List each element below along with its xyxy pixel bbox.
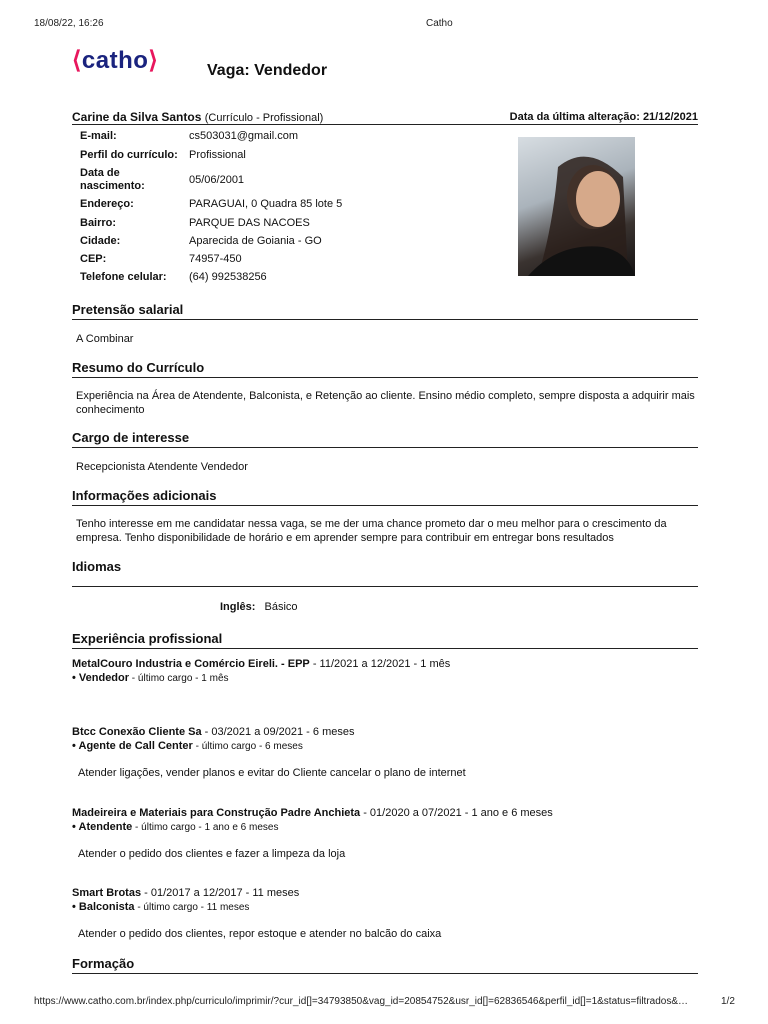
footer-url: https://www.catho.com.br/index.php/curriculo/imprimir/?cur_id[]=34793850&vag_id=20854752&usr_id[]=62836546&perfil_id[]=1&status=filtrados&…	[34, 996, 688, 1007]
additional-text: Tenho interesse em me candidatar nessa vaga, se me der uma chance prometo dar o meu melhor para o crescimento da empresa. Tenho disponibilidade de horário e em aprender sempre para contribuir em entregar bons resultados	[76, 518, 667, 544]
section-additional: Informações adicionais	[72, 488, 698, 506]
info-value: Aparecida de Goiania - GO	[189, 235, 322, 247]
role-name: • Vendedor	[72, 672, 130, 684]
experience-description: Atender o pedido dos clientes e fazer a limpeza da loja	[78, 848, 346, 860]
company-name: Smart Brotas	[72, 887, 142, 899]
info-label: Data de	[80, 167, 120, 179]
section-languages: Idiomas	[72, 559, 122, 574]
experience-company	[72, 807, 553, 819]
role-note: - último cargo - 1 mês	[129, 673, 229, 684]
role-name: • Atendente	[72, 821, 133, 833]
info-value: PARAGUAI, 0 Quadra 85 lote 5	[189, 198, 343, 210]
job-title: Vaga: Vendedor	[207, 62, 328, 79]
info-label-cont: nascimento:	[80, 180, 145, 192]
experience-period: - 11/2021 a 12/2021 - 1 mês	[309, 658, 451, 670]
last-update: Data da última alteração: 21/12/2021	[509, 111, 698, 123]
info-label: Endereço:	[80, 198, 134, 210]
section-salary: Pretensão salarial	[72, 302, 698, 320]
page-number: 1/2	[721, 996, 735, 1007]
experience-role	[72, 821, 278, 833]
experience-role	[72, 740, 303, 752]
info-label: Bairro:	[80, 217, 117, 229]
company-name: MetalCouro Industria e Comércio Eireli. - EPP	[72, 658, 310, 670]
experience-period: - 01/2020 a 07/2021 - 1 ano e 6 meses	[360, 807, 553, 819]
salary-text: A Combinar	[76, 333, 134, 345]
section-interest: Cargo de interesse	[72, 430, 698, 448]
language-level: Básico	[264, 601, 298, 613]
info-label: Perfil do currículo:	[80, 149, 178, 161]
experience-period: - 01/2017 a 12/2017 - 11 meses	[141, 887, 300, 899]
candidate-photo	[518, 137, 635, 276]
role-name: • Balconista	[72, 901, 135, 913]
info-value: 74957-450	[189, 253, 242, 265]
info-label: Cidade:	[80, 235, 121, 247]
chevron-right-icon: ⟩	[148, 47, 159, 74]
info-value: Profissional	[189, 149, 246, 161]
info-value: cs503031@gmail.com	[189, 130, 298, 142]
candidate-name: Carine da Silva Santos	[72, 110, 202, 124]
experience-company	[72, 887, 299, 899]
info-label: E-mail:	[80, 130, 117, 142]
chevron-left-icon: ⟨	[72, 47, 82, 74]
section-education: Formação	[72, 956, 698, 974]
catho-logo	[72, 46, 158, 75]
candidate-header	[72, 110, 698, 125]
experience-company	[72, 726, 354, 738]
company-name: Btcc Conexão Cliente Sa	[72, 726, 202, 738]
profile-note: (Currículo - Profissional)	[204, 112, 324, 124]
logo-text: catho	[81, 47, 149, 74]
language-name: Inglês:	[220, 601, 256, 613]
role-name: • Agente de Call Center	[72, 740, 193, 752]
languages-divider	[72, 586, 698, 587]
experience-role	[72, 672, 229, 684]
info-value: 05/06/2001	[189, 174, 245, 186]
experience-description: Atender o pedido dos clientes, repor estoque e atender no balcão do caixa	[78, 928, 442, 940]
experience-role	[72, 901, 249, 913]
experience-description: Atender ligações, vender planos e evitar do Cliente cancelar o plano de internet	[78, 767, 466, 779]
info-label: CEP:	[80, 253, 107, 265]
role-note: - último cargo - 1 ano e 6 meses	[132, 822, 279, 833]
section-summary: Resumo do Currículo	[72, 360, 698, 378]
personal-info	[80, 130, 500, 290]
info-value: PARQUE DAS NACOES	[189, 217, 310, 229]
section-experience: Experiência profissional	[72, 631, 698, 649]
interest-text: Recepcionista Atendente Vendedor	[76, 461, 248, 473]
role-note: - último cargo - 11 meses	[134, 902, 250, 913]
language-row	[220, 601, 298, 613]
summary-text: Experiência na Área de Atendente, Balconista, e Retenção ao cliente. Ensino médio completo, sempre disposta a adquirir mais conhecimento	[76, 390, 695, 416]
experience-company	[72, 658, 450, 670]
experience-period: - 03/2021 a 09/2021 - 6 meses	[201, 726, 355, 738]
role-note: - último cargo - 6 meses	[192, 741, 303, 752]
info-label: Telefone celular:	[80, 271, 167, 283]
info-value: (64) 992538256	[189, 271, 267, 283]
print-datetime: 18/08/22, 16:26	[34, 18, 104, 29]
print-site-title: Catho	[426, 18, 453, 29]
company-name: Madeireira e Materiais para Construção Padre Anchieta	[72, 807, 361, 819]
